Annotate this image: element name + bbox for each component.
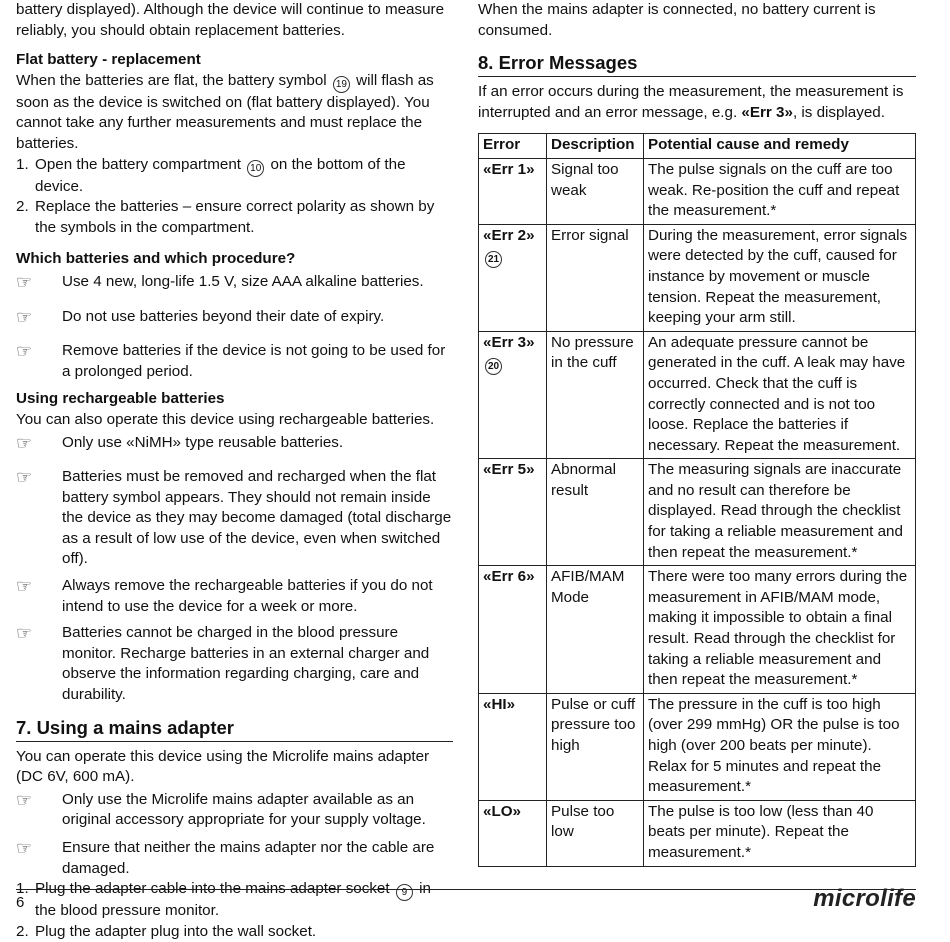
rechargeable-intro: You can also operate this device using rechargeable batteries. bbox=[16, 410, 435, 428]
error-code: «Err 2» 21 bbox=[479, 224, 547, 331]
footer-divider bbox=[16, 889, 916, 890]
error-remedy: The pressure in the cuff is too high (over 299 mmHg) OR the pulse is too high (over 200 beats per minute). Relax for 5 minutes and repeat the measurement.* bbox=[644, 693, 916, 800]
adapter-note: When the mains adapter is connected, no battery current is consumed. bbox=[478, 1, 876, 39]
intro-text: battery displayed). Although the device will continue to measure reliably, you should obtain replacement batteries. bbox=[16, 1, 445, 39]
pointing-hand-icon: ☞ bbox=[16, 789, 33, 810]
table-row bbox=[479, 566, 916, 694]
step-item: 1. Plug the adapter cable into the mains adapter socket 9 in the blood pressure monitor. bbox=[16, 880, 431, 920]
error-description: Signal too weak bbox=[547, 158, 644, 224]
section-title-mains: 7. Using a mains adapter bbox=[16, 716, 453, 742]
bullet-item: ☞ Use 4 new, long-life 1.5 V, size AAA alkaline batteries. bbox=[16, 271, 424, 292]
error-remedy: The measuring signals are inaccurate and no result can therefore be displayed. Read through the checklist for taking a reliable measurement and then repeat the measurement.* bbox=[644, 459, 916, 566]
bullet-item: ☞ Remove batteries if the device is not going to be used for a prolonged period. bbox=[16, 341, 453, 382]
bullet-item: ☞ Do not use batteries beyond their date of expiry. bbox=[16, 306, 385, 327]
pointing-hand-icon: ☞ bbox=[16, 838, 33, 858]
error-description: Pulse or cuff pressure too high bbox=[547, 693, 644, 800]
rechargeable-heading: Using rechargeable batteries bbox=[16, 390, 225, 408]
error-code: «HI» bbox=[479, 693, 547, 800]
pointing-hand-icon: ☞ bbox=[16, 467, 33, 488]
error-remedy: There were too many errors during the measurement in AFIB/MAM mode, making it impossible to obtain a final result. Read through the checklist for taking a reliable measurement and then repeat the measurement.* bbox=[644, 566, 916, 694]
column-header: Description bbox=[547, 134, 644, 159]
error-code: «Err 1» bbox=[479, 158, 547, 224]
reference-marker: 21 bbox=[485, 251, 502, 268]
table-row bbox=[479, 459, 916, 566]
step-item: 1. Open the battery compartment 10 on the bottom of the device. bbox=[16, 155, 406, 195]
table-row bbox=[479, 800, 916, 866]
error-code: «Err 5» bbox=[479, 459, 547, 566]
bullet-item: ☞ Batteries cannot be charged in the blood pressure monitor. Recharge batteries in an external charger and observe the information regarding charging, care and durability. bbox=[16, 623, 453, 705]
error-description: Pulse too low bbox=[547, 800, 644, 866]
pointing-hand-icon: ☞ bbox=[16, 623, 33, 644]
bullet-item: ☞ Batteries must be removed and recharged when the flat battery symbol appears. They should not remain inside the device as they may become damaged (total discharge as a result of low use of the device, even when switched off). bbox=[16, 467, 453, 570]
reference-marker: 10 bbox=[247, 160, 264, 177]
pointing-hand-icon: ☞ bbox=[16, 432, 33, 453]
pointing-hand-icon: ☞ bbox=[16, 271, 33, 292]
which-batteries-heading: Which batteries and which procedure? bbox=[16, 250, 296, 268]
right-column bbox=[478, 0, 916, 867]
pointing-hand-icon: ☞ bbox=[16, 341, 33, 362]
table-row bbox=[479, 693, 916, 800]
error-remedy: During the measurement, error signals were detected by the cuff, caused for instance by movement or muscle tension. Repeat the measurement, keeping your arm still. bbox=[644, 224, 916, 331]
error-description: Error signal bbox=[547, 224, 644, 331]
table-header-row bbox=[479, 134, 916, 159]
step-item: 2. Plug the adapter plug into the wall socket. bbox=[16, 922, 317, 940]
section-title-errors: 8. Error Messages bbox=[478, 51, 916, 77]
microlife-logo: microlife bbox=[813, 885, 916, 912]
left-column bbox=[16, 0, 453, 942]
column-header: Potential cause and remedy bbox=[644, 134, 916, 159]
errors-intro: If an error occurs during the measurement, the measurement is interrupted and an error message, e.g. «Err 3», is displayed. bbox=[478, 83, 904, 121]
bullet-item: ☞ Always remove the rechargeable batteries if you do not intend to use the device for a week or more. bbox=[16, 576, 453, 617]
error-remedy: The pulse is too low (less than 40 beats per minute). Repeat the measurement.* bbox=[644, 800, 916, 866]
reference-marker: 20 bbox=[485, 358, 502, 375]
table-row bbox=[479, 158, 916, 224]
table-row bbox=[479, 331, 916, 459]
column-header: Error bbox=[479, 134, 547, 159]
error-description: AFIB/MAM Mode bbox=[547, 566, 644, 694]
pointing-hand-icon: ☞ bbox=[16, 576, 33, 597]
page-number: 6 bbox=[16, 894, 25, 911]
flat-battery-steps bbox=[16, 155, 453, 239]
error-remedy: The pulse signals on the cuff are too weak. Re-position the cuff and repeat the measurement.* bbox=[644, 158, 916, 224]
error-remedy: An adequate pressure cannot be generated in the cuff. A leak may have occurred. Check that the cuff is correctly connected and is not too loose. Replace the batteries if necessary. Repeat the measurement. bbox=[644, 331, 916, 459]
flat-battery-heading: Flat battery - replacement bbox=[16, 51, 201, 69]
pointing-hand-icon: ☞ bbox=[16, 306, 33, 327]
error-description: Abnormal result bbox=[547, 459, 644, 566]
step-item: 2. Replace the batteries – ensure correct polarity as shown by the symbols in the compartment. bbox=[16, 198, 435, 236]
error-code: «Err 6» bbox=[479, 566, 547, 694]
bullet-item: ☞ Only use the Microlife mains adapter available as an original accessory appropriate for your supply voltage. bbox=[16, 790, 453, 831]
table-row bbox=[479, 224, 916, 331]
error-table bbox=[478, 133, 916, 866]
bullet-item: ☞ Only use «NiMH» type reusable batteries. bbox=[16, 432, 344, 453]
bullet-item: ☞ Ensure that neither the mains adapter nor the cable are damaged. bbox=[16, 838, 453, 879]
reference-marker: 19 bbox=[333, 76, 350, 93]
error-description: No pressure in the cuff bbox=[547, 331, 644, 459]
reference-marker: 9 bbox=[396, 884, 413, 901]
error-code: «LO» bbox=[479, 800, 547, 866]
error-code: «Err 3» 20 bbox=[479, 331, 547, 459]
mains-intro: You can operate this device using the Microlife mains adapter (DC 6V, 600 mA). bbox=[16, 747, 430, 786]
flat-battery-text: When the batteries are flat, the battery symbol 19 will flash as soon as the device is switched on (flat battery displayed). You cannot take any further measurements and must replace the batteries. bbox=[16, 71, 434, 152]
